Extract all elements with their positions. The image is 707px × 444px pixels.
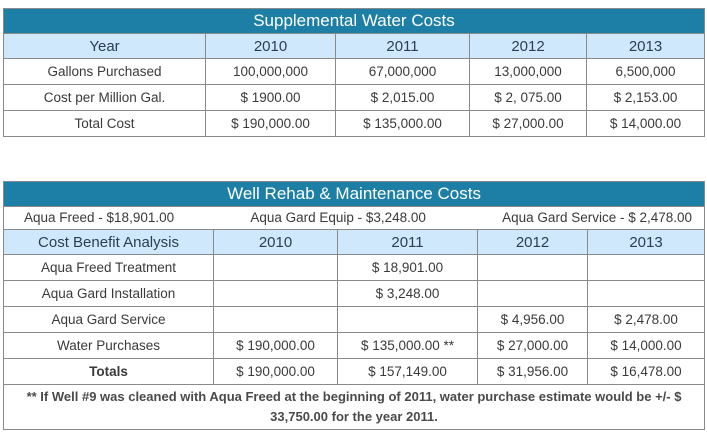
cell-value: $ 14,000.00 [588,333,705,359]
well-header-row [4,230,705,255]
cell-value: $ 18,901.00 [338,255,478,281]
table-row [4,255,705,281]
cell-value: $ 16,478.00 [588,359,705,385]
row-label: Aqua Gard Service [4,307,214,333]
cell-value: 6,500,000 [587,59,705,85]
cell-value: $ 4,956.00 [478,307,588,333]
cell-value: $ 27,000.00 [478,333,588,359]
cell-value: $ 190,000.00 [206,111,336,137]
row-label: Aqua Gard Installation [4,281,214,307]
header-2012: 2012 [478,230,588,255]
header-2012: 2012 [470,34,587,59]
supplemental-water-costs-table [3,8,705,137]
cell-value [214,255,338,281]
cell-value [588,281,705,307]
summary-aqua-gard-service: Aqua Gard Service - $ 2,478.00 [502,210,693,225]
cell-value: 100,000,000 [206,59,336,85]
cell-value [588,255,705,281]
row-label: Aqua Freed Treatment [4,255,214,281]
cell-value [478,255,588,281]
cell-value: $ 2, 075.00 [470,85,587,111]
header-2011: 2011 [338,230,478,255]
table-row [4,59,705,85]
table-row [4,85,705,111]
header-2013: 2013 [587,34,705,59]
table-row [4,333,705,359]
supplemental-header-row [4,34,705,59]
summary-aqua-freed: Aqua Freed - $18,901.00 [24,210,175,225]
table-row [4,281,705,307]
row-label: Water Purchases [4,333,214,359]
cell-value: $ 135,000.00 ** [338,333,478,359]
footnote: ** If Well #9 was cleaned with Aqua Freed at the beginning of 2011, water purchase estimate would be +/- $ 33,750.00 for the year 2011. [4,385,705,430]
cell-value: $ 1900.00 [206,85,336,111]
well-table-title: Well Rehab & Maintenance Costs [4,182,705,207]
row-label: Cost per Million Gal. [4,85,206,111]
summary-aqua-gard-equip: Aqua Gard Equip - $3,248.00 [250,210,426,225]
well-rehab-costs-table [3,181,705,430]
header-year: Year [4,34,206,59]
cell-value: $ 3,248.00 [338,281,478,307]
cell-value [214,307,338,333]
cell-value [478,281,588,307]
cell-value: $ 190,000.00 [214,359,338,385]
cell-value: $ 2,478.00 [588,307,705,333]
row-label: Total Cost [4,111,206,137]
cell-value: $ 2,015.00 [336,85,470,111]
cell-value: $ 2,153.00 [587,85,705,111]
cell-value: 13,000,000 [470,59,587,85]
cell-value [338,307,478,333]
cell-value: 67,000,000 [336,59,470,85]
cell-value: $ 190,000.00 [214,333,338,359]
cell-value: $ 14,000.00 [587,111,705,137]
header-cost-benefit: Cost Benefit Analysis [4,230,214,255]
well-summary-row [4,207,705,230]
row-label: Gallons Purchased [4,59,206,85]
header-2013: 2013 [588,230,705,255]
cell-value: $ 135,000.00 [336,111,470,137]
row-label-totals: Totals [4,359,214,385]
supplemental-table-title: Supplemental Water Costs [4,9,705,34]
header-2011: 2011 [336,34,470,59]
cell-value [214,281,338,307]
cell-value: $ 31,956.00 [478,359,588,385]
table-row [4,111,705,137]
cell-value: $ 27,000.00 [470,111,587,137]
header-2010: 2010 [206,34,336,59]
header-2010: 2010 [214,230,338,255]
totals-row [4,359,705,385]
table-row [4,307,705,333]
cell-value: $ 157,149.00 [338,359,478,385]
